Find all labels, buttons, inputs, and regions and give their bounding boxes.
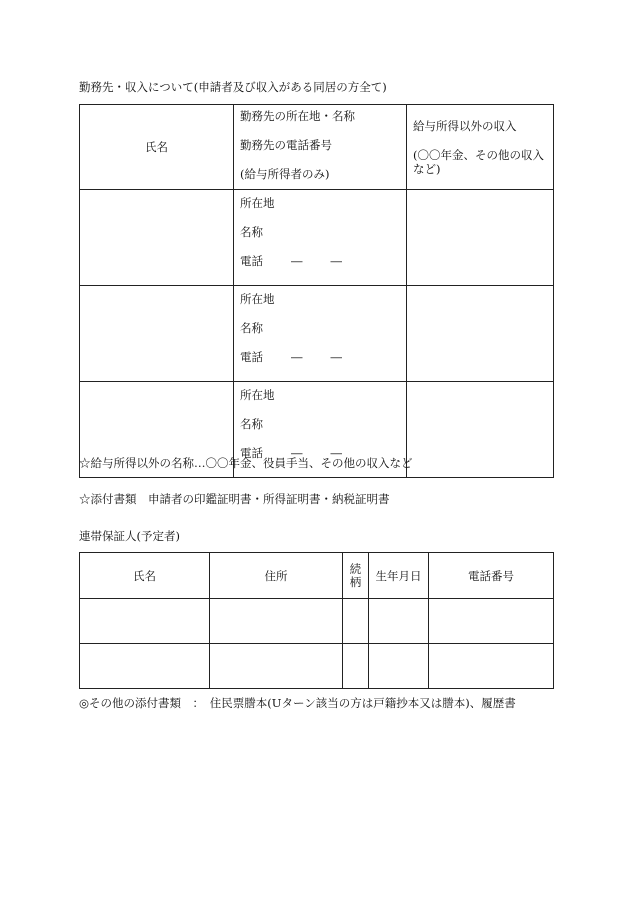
company-name-label: 名称 <box>240 321 263 335</box>
header-relation-bottom: 柄 <box>349 574 362 589</box>
company-name-label: 名称 <box>240 417 263 431</box>
income-row-workplace-cell[interactable] <box>234 286 407 382</box>
address-label: 所在地 <box>240 196 275 210</box>
income-row-name-cell[interactable] <box>80 190 234 286</box>
header-name-label: 氏名 <box>145 140 168 154</box>
address-label: 所在地 <box>240 292 275 306</box>
header-guarantor-name <box>80 553 210 599</box>
header-other-income-line2: (〇〇年金、その他の収入 <box>413 148 544 162</box>
guarantor-phone-cell[interactable] <box>429 644 554 689</box>
header-guarantor-birthdate-label: 生年月日 <box>375 568 422 583</box>
company-name-label: 名称 <box>240 225 263 239</box>
phone-label: 電話 <box>240 446 263 460</box>
note-other-income: ☆給与所得以外の名称…〇〇年金、役員手当、その他の収入など <box>79 456 413 470</box>
note-other-attachments: ◎その他の添付書類 ： 住民票謄本(Uターン該当の方は戸籍抄本又は謄本)、履歴書 <box>79 696 516 710</box>
header-relation-top: 続 <box>349 562 362 577</box>
income-row-name-cell[interactable] <box>80 286 234 382</box>
header-name <box>80 105 234 190</box>
income-row-other-income-cell[interactable] <box>407 382 554 478</box>
address-label: 所在地 <box>240 388 275 402</box>
phone-dash-1: ― <box>291 350 303 364</box>
header-guarantor-address <box>210 553 343 599</box>
guarantor-row <box>80 644 554 689</box>
header-workplace-line1: 勤務先の所在地・名称 <box>240 109 355 123</box>
income-table-header-row <box>80 105 554 190</box>
phone-dash-2: ― <box>330 350 342 364</box>
section-title-guarantor: 連帯保証人(予定者) <box>79 529 180 543</box>
income-row-workplace-cell[interactable] <box>234 190 407 286</box>
income-table <box>79 104 554 478</box>
guarantor-relation-cell[interactable] <box>343 599 369 644</box>
guarantor-birthdate-cell[interactable] <box>369 644 429 689</box>
phone-dash-1: ― <box>291 254 303 268</box>
guarantor-address-cell[interactable] <box>210 599 343 644</box>
phone-label: 電話 <box>240 254 263 268</box>
section-title-income: 勤務先・収入について(申請者及び収入がある同居の方全て) <box>79 80 387 94</box>
guarantor-address-cell[interactable] <box>210 644 343 689</box>
header-workplace-line3: (給与所得者のみ) <box>240 167 330 181</box>
note-attachments: ☆添付書類 申請者の印鑑証明書・所得証明書・納税証明書 <box>79 492 390 506</box>
guarantor-phone-cell[interactable] <box>429 599 554 644</box>
guarantor-header-row <box>80 553 554 599</box>
header-guarantor-birthdate <box>369 553 429 599</box>
header-guarantor-address-label: 住所 <box>264 568 288 583</box>
header-other-income-line1: 給与所得以外の収入 <box>413 119 517 133</box>
header-other-income-line3: など) <box>413 162 441 177</box>
phone-dash-2: ― <box>330 254 342 268</box>
header-guarantor-phone-label: 電話番号 <box>468 568 514 583</box>
phone-line <box>240 256 406 285</box>
guarantor-name-cell[interactable] <box>80 599 210 644</box>
guarantor-table <box>79 552 554 689</box>
header-guarantor-phone <box>429 553 554 599</box>
income-row-other-income-cell[interactable] <box>407 190 554 286</box>
income-row <box>80 286 554 382</box>
guarantor-relation-cell[interactable] <box>343 644 369 689</box>
header-workplace-line2: 勤務先の電話番号 <box>240 138 332 152</box>
phone-dash-2: ― <box>330 446 342 460</box>
phone-dash-1: ― <box>291 446 303 460</box>
header-guarantor-name-label: 氏名 <box>133 568 156 583</box>
phone-label: 電話 <box>240 350 263 364</box>
phone-line <box>240 352 406 381</box>
header-workplace <box>234 105 407 190</box>
income-row-other-income-cell[interactable] <box>407 286 554 382</box>
income-row <box>80 190 554 286</box>
guarantor-birthdate-cell[interactable] <box>369 599 429 644</box>
guarantor-name-cell[interactable] <box>80 644 210 689</box>
header-guarantor-relation <box>343 553 369 599</box>
header-other-income <box>407 105 554 190</box>
guarantor-row <box>80 599 554 644</box>
